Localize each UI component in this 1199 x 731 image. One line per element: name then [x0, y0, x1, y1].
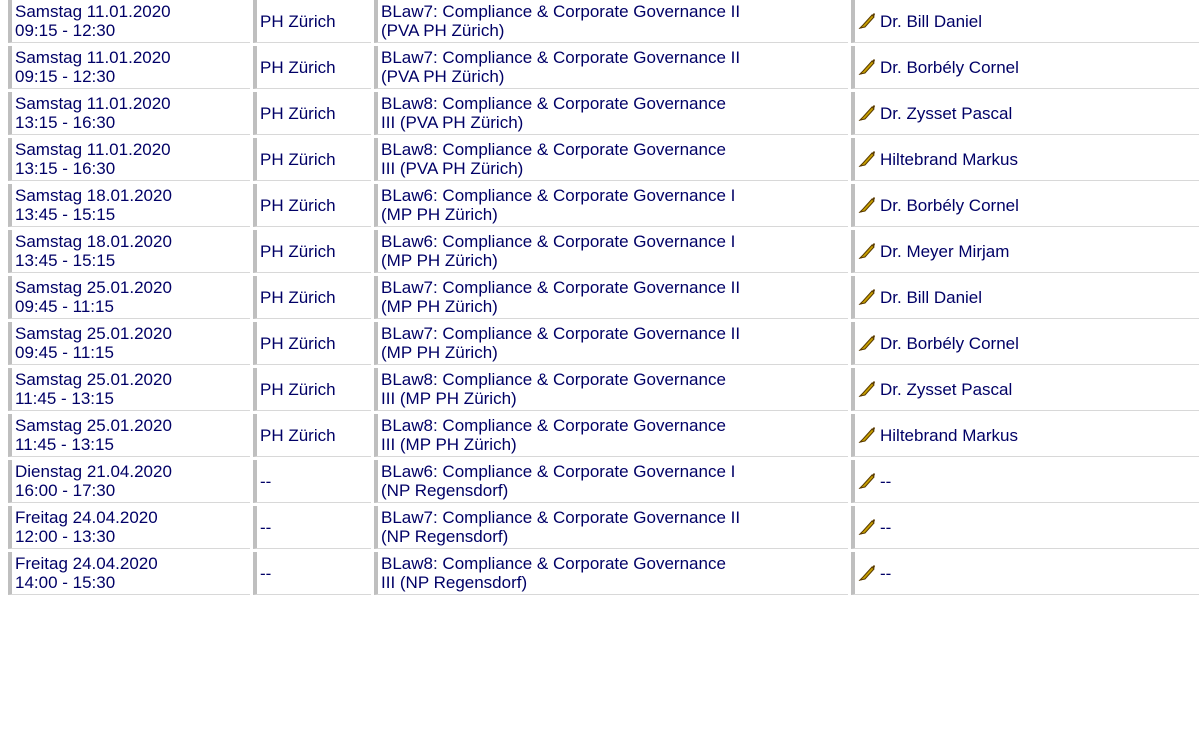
lecturer-cell[interactable]	[851, 460, 1199, 503]
date-text: Samstag 18.01.2020	[15, 232, 172, 251]
date-text: Samstag 25.01.2020	[15, 416, 172, 435]
course-cell	[374, 506, 848, 549]
date-text: Samstag 11.01.2020	[15, 48, 171, 67]
lecturer-name[interactable]: Dr. Bill Daniel	[880, 287, 983, 307]
location-cell: --	[253, 460, 371, 503]
time-text: 09:45 - 11:15	[15, 343, 114, 362]
date-time-cell	[8, 552, 250, 595]
date-text: Samstag 25.01.2020	[15, 278, 172, 297]
lecturer-cell[interactable]	[851, 322, 1199, 365]
lecturer-name[interactable]: Dr. Borbély Cornel	[880, 333, 1019, 353]
lecturer-name[interactable]: Dr. Zysset Pascal	[880, 379, 1013, 399]
date-text: Freitag 24.04.2020	[15, 554, 158, 573]
date-time-cell	[8, 506, 250, 549]
table-row	[8, 506, 1199, 549]
table-row	[8, 276, 1199, 319]
time-text: 13:15 - 16:30	[15, 159, 116, 178]
course-cell	[374, 414, 848, 457]
course-subtitle: (MP PH Zürich)	[381, 251, 498, 270]
course-subtitle: (NP Regensdorf)	[381, 481, 509, 500]
lecturer-cell[interactable]	[851, 92, 1199, 135]
lecturer-cell[interactable]	[851, 368, 1199, 411]
date-text: Samstag 25.01.2020	[15, 370, 172, 389]
date-time-cell	[8, 138, 250, 181]
course-cell	[374, 460, 848, 503]
pen-icon[interactable]	[858, 426, 876, 444]
table-row	[8, 184, 1199, 227]
pen-icon[interactable]	[858, 150, 876, 168]
pen-icon[interactable]	[858, 380, 876, 398]
pen-icon[interactable]	[858, 472, 876, 490]
location-cell: PH Zürich	[253, 184, 371, 227]
table-row	[8, 322, 1199, 365]
location-cell: PH Zürich	[253, 46, 371, 89]
pen-icon[interactable]	[858, 196, 876, 214]
location-cell: --	[253, 552, 371, 595]
course-cell	[374, 46, 848, 89]
pen-icon[interactable]	[858, 12, 876, 30]
table-row	[8, 92, 1199, 135]
lecturer-cell[interactable]	[851, 230, 1199, 273]
course-title: BLaw8: Compliance & Corporate Governance	[381, 370, 726, 389]
time-text: 13:45 - 15:15	[15, 205, 116, 224]
location-cell: PH Zürich	[253, 230, 371, 273]
time-text: 09:15 - 12:30	[15, 67, 116, 86]
course-title: BLaw8: Compliance & Corporate Governance	[381, 416, 726, 435]
lecturer-name[interactable]: Dr. Borbély Cornel	[880, 57, 1019, 77]
course-title: BLaw7: Compliance & Corporate Governance II	[381, 278, 741, 297]
table-row	[8, 414, 1199, 457]
course-subtitle: (MP PH Zürich)	[381, 343, 498, 362]
lecturer-name[interactable]: --	[880, 517, 892, 537]
course-cell	[374, 368, 848, 411]
pen-icon[interactable]	[858, 58, 876, 76]
date-time-cell	[8, 460, 250, 503]
course-title: BLaw8: Compliance & Corporate Governance	[381, 140, 726, 159]
time-text: 09:45 - 11:15	[15, 297, 114, 316]
location-cell: PH Zürich	[253, 92, 371, 135]
table-row	[8, 230, 1199, 273]
pen-icon[interactable]	[858, 334, 876, 352]
lecturer-name[interactable]: Hiltebrand Markus	[880, 149, 1018, 169]
date-time-cell	[8, 368, 250, 411]
date-text: Freitag 24.04.2020	[15, 508, 158, 527]
lecturer-cell[interactable]	[851, 138, 1199, 181]
date-text: Samstag 25.01.2020	[15, 324, 172, 343]
time-text: 13:15 - 16:30	[15, 113, 116, 132]
course-subtitle: III (PVA PH Zürich)	[381, 159, 524, 178]
time-text: 13:45 - 15:15	[15, 251, 116, 270]
course-cell	[374, 552, 848, 595]
location-cell: PH Zürich	[253, 276, 371, 319]
pen-icon[interactable]	[858, 242, 876, 260]
table-row	[8, 552, 1199, 595]
location-cell: PH Zürich	[253, 138, 371, 181]
pen-icon[interactable]	[858, 288, 876, 306]
table-row	[8, 0, 1199, 43]
table-row	[8, 46, 1199, 89]
time-text: 14:00 - 15:30	[15, 573, 116, 592]
course-subtitle: III (PVA PH Zürich)	[381, 113, 524, 132]
lecturer-name[interactable]: Dr. Meyer Mirjam	[880, 241, 1010, 261]
course-cell	[374, 230, 848, 273]
course-subtitle: III (MP PH Zürich)	[381, 435, 517, 454]
lecturer-cell[interactable]	[851, 0, 1199, 43]
date-text: Samstag 11.01.2020	[15, 94, 171, 113]
lecturer-name[interactable]: Dr. Bill Daniel	[880, 11, 983, 31]
course-title: BLaw8: Compliance & Corporate Governance	[381, 554, 726, 573]
lecturer-cell[interactable]	[851, 46, 1199, 89]
time-text: 16:00 - 17:30	[15, 481, 116, 500]
date-time-cell	[8, 0, 250, 43]
date-time-cell	[8, 46, 250, 89]
course-subtitle: (NP Regensdorf)	[381, 527, 509, 546]
course-subtitle: (PVA PH Zürich)	[381, 67, 505, 86]
table-row	[8, 368, 1199, 411]
location-cell: PH Zürich	[253, 322, 371, 365]
date-text: Dienstag 21.04.2020	[15, 462, 172, 481]
location-cell: --	[253, 506, 371, 549]
time-text: 11:45 - 13:15	[15, 389, 114, 408]
course-title: BLaw6: Compliance & Corporate Governance I	[381, 462, 736, 481]
pen-icon[interactable]	[858, 564, 876, 582]
course-title: BLaw7: Compliance & Corporate Governance II	[381, 48, 741, 67]
location-cell: PH Zürich	[253, 368, 371, 411]
course-subtitle: III (NP Regensdorf)	[381, 573, 528, 592]
lecturer-cell[interactable]	[851, 414, 1199, 457]
time-text: 11:45 - 13:15	[15, 435, 114, 454]
course-cell	[374, 184, 848, 227]
lecturer-name[interactable]: --	[880, 471, 892, 491]
date-time-cell	[8, 276, 250, 319]
course-title: BLaw7: Compliance & Corporate Governance II	[381, 508, 741, 527]
lecturer-cell[interactable]	[851, 184, 1199, 227]
pen-icon[interactable]	[858, 104, 876, 122]
course-title: BLaw7: Compliance & Corporate Governance II	[381, 2, 741, 21]
course-subtitle: (MP PH Zürich)	[381, 297, 498, 316]
date-text: Samstag 11.01.2020	[15, 2, 171, 21]
course-title: BLaw7: Compliance & Corporate Governance II	[381, 324, 741, 343]
course-subtitle: (MP PH Zürich)	[381, 205, 498, 224]
date-time-cell	[8, 230, 250, 273]
lecturer-name[interactable]: Hiltebrand Markus	[880, 425, 1018, 445]
lecturer-name[interactable]: --	[880, 563, 892, 583]
lecturer-cell[interactable]	[851, 276, 1199, 319]
lecturer-name[interactable]: Dr. Borbély Cornel	[880, 195, 1019, 215]
date-text: Samstag 18.01.2020	[15, 186, 172, 205]
course-cell	[374, 92, 848, 135]
time-text: 09:15 - 12:30	[15, 21, 116, 40]
course-title: BLaw6: Compliance & Corporate Governance I	[381, 232, 736, 251]
lecturer-cell[interactable]	[851, 506, 1199, 549]
date-time-cell	[8, 414, 250, 457]
location-cell: PH Zürich	[253, 0, 371, 43]
schedule-body	[8, 0, 1199, 595]
time-text: 12:00 - 13:30	[15, 527, 116, 546]
date-text: Samstag 11.01.2020	[15, 140, 171, 159]
course-cell	[374, 138, 848, 181]
course-cell	[374, 0, 848, 43]
course-subtitle: (PVA PH Zürich)	[381, 21, 505, 40]
lecturer-name[interactable]: Dr. Zysset Pascal	[880, 103, 1013, 123]
pen-icon[interactable]	[858, 518, 876, 536]
date-time-cell	[8, 184, 250, 227]
course-title: BLaw8: Compliance & Corporate Governance	[381, 94, 726, 113]
course-subtitle: III (MP PH Zürich)	[381, 389, 517, 408]
date-time-cell	[8, 92, 250, 135]
schedule-table	[5, 0, 1199, 598]
course-cell	[374, 322, 848, 365]
date-time-cell	[8, 322, 250, 365]
course-title: BLaw6: Compliance & Corporate Governance I	[381, 186, 736, 205]
table-row	[8, 138, 1199, 181]
lecturer-cell[interactable]	[851, 552, 1199, 595]
course-cell	[374, 276, 848, 319]
table-row	[8, 460, 1199, 503]
location-cell: PH Zürich	[253, 414, 371, 457]
